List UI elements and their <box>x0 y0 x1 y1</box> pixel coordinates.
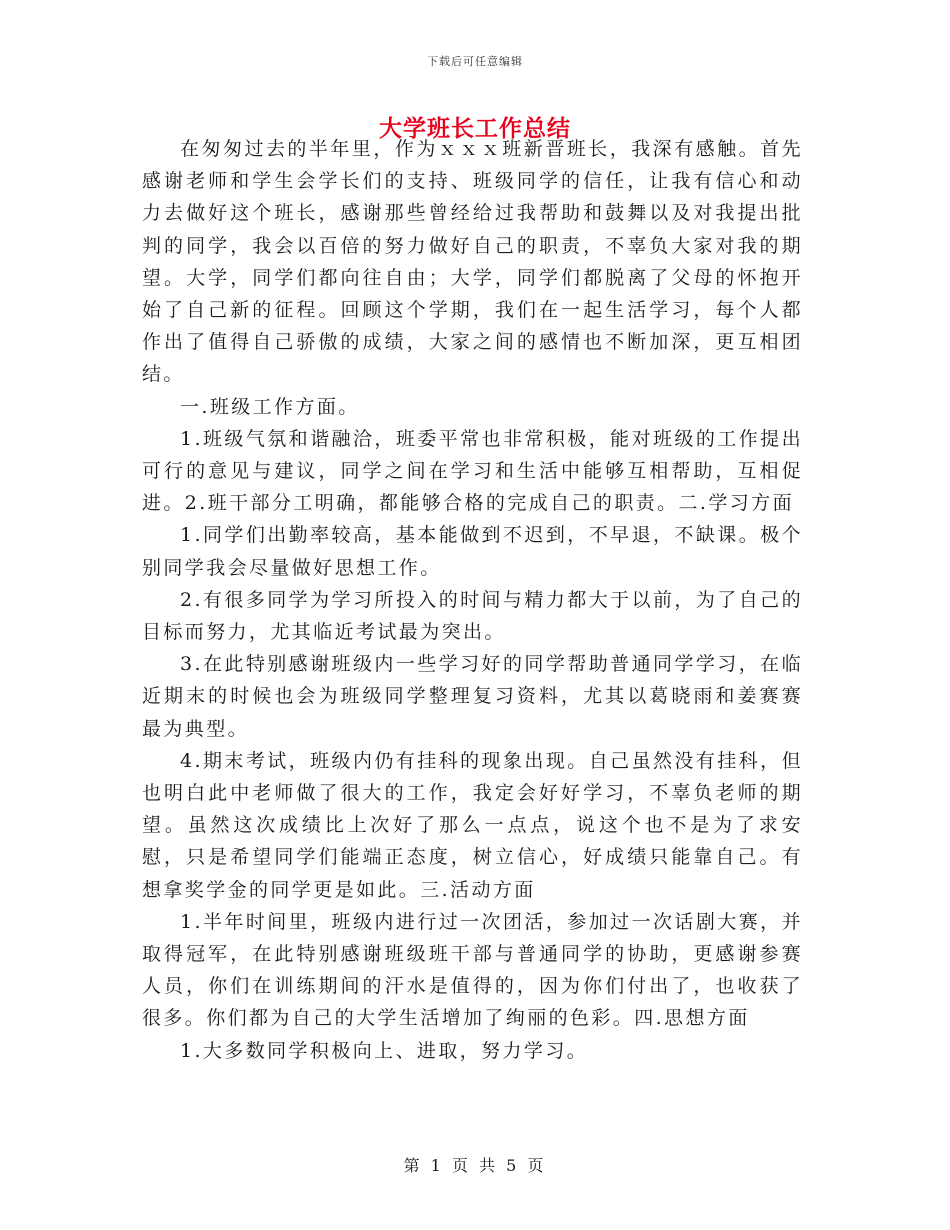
paragraph: 1.班级气氛和谐融洽，班委平常也非常积极，能对班级的工作提出可行的意见与建议，同学之间在学习和生活中能够互相帮助，互相促进。2.班干部分工明确，都能够合格的完成自己的职责。二.学习方面 <box>142 427 803 515</box>
paragraph: 3.在此特别感谢班级内一些学习好的同学帮助普通同学学习，在临近期末的时候也会为班级同学整理复习资料，尤其以葛晓雨和姜赛赛最为典型。 <box>142 653 803 740</box>
page-number-footer: 第 1 页 共 5 页 <box>403 1156 547 1175</box>
paragraph-intro: 在匆匆过去的半年里，作为ｘｘｘ班新晋班长，我深有感触。首先感谢老师和学生会学长们的支持、班级同学的信任，让我有信心和动力去做好这个班长，感谢那些曾经给过我帮助和鼓舞以及对我提出批判的同学，我会以百倍的努力做好自己的职责，不辜负大家对我的期望。大学，同学们都向往自由；大学，同学们都脱离了父母的怀抱开始了自己新的征程。回顾这个学期，我们在一起生活学习，每个人都作出了值得自己骄傲的成绩，大家之间的感情也不断加深，更互相团结。 <box>142 138 803 386</box>
paragraph: 1.同学们出勤率较高，基本能做到不迟到，不早退，不缺课。极个别同学我会尽量做好思想工作。 <box>142 524 803 579</box>
paragraph-section-heading: 一.班级工作方面。 <box>180 395 360 418</box>
paragraph: 2.有很多同学为学习所投入的时间与精力都大于以前，为了自己的目标而努力，尤其临近考试最为突出。 <box>142 588 803 644</box>
header-note: 下载后可任意编辑 <box>427 55 523 68</box>
paragraph: 1.半年时间里，班级内进行过一次团活，参加过一次话剧大赛，并取得冠军，在此特别感谢班级班干部与普通同学的协助，更感谢参赛人员，你们在训练期间的汗水是值得的，因为你们付出了，也收获了很多。你们都为自己的大学生活增加了绚丽的色彩。四.思想方面 <box>142 910 803 1030</box>
paragraph: 1.大多数同学积极向上、进取，努力学习。 <box>180 1039 589 1062</box>
paragraph: 4.期末考试，班级内仍有挂科的现象出现。自己虽然没有挂科，但也明白此中老师做了很大的工作，我定会好好学习，不辜负老师的期望。虽然这次成绩比上次好了那么一点点，说这个也不是为了求安慰，只是希望同学们能端正态度，树立信心，好成绩只能靠自己。有想拿奖学金的同学更是如此。三.活动方面 <box>142 749 803 901</box>
document-title: 大学班长工作总结 <box>379 115 571 142</box>
document-body <box>142 133 803 1067</box>
